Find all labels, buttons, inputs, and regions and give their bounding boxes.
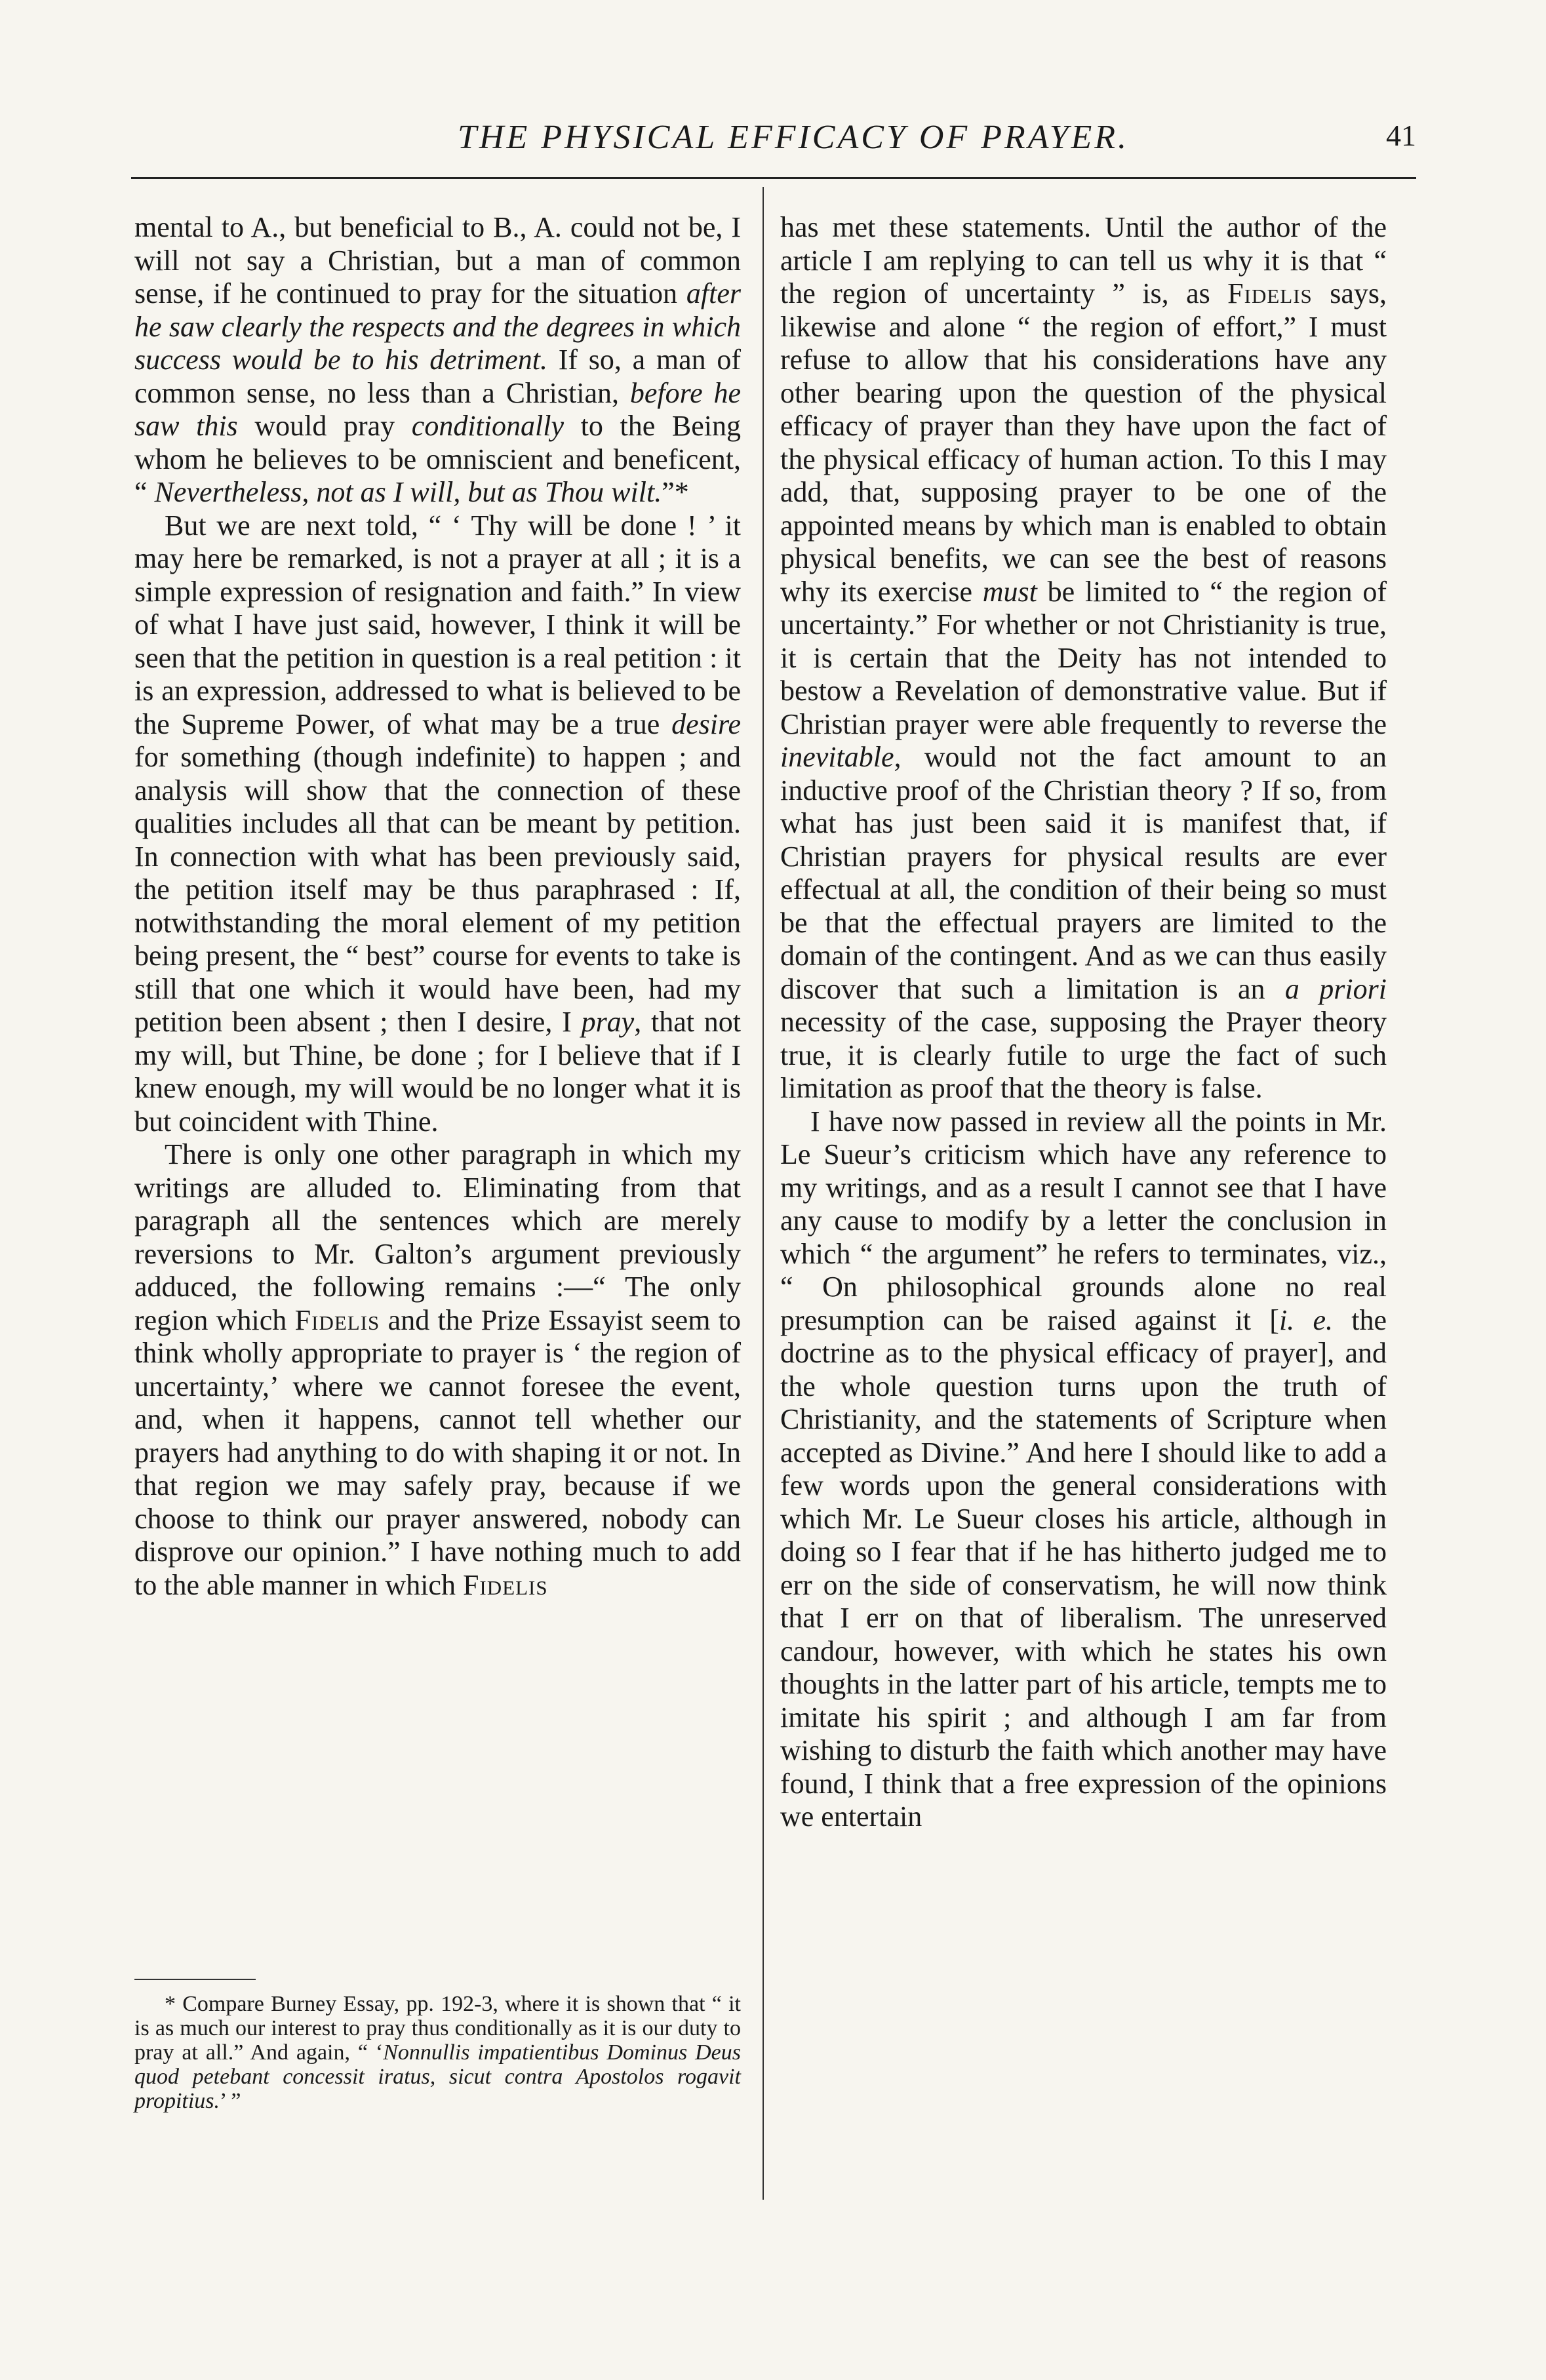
- running-head: THE PHYSICAL EFFICACY OF PRAYER.: [457, 119, 1130, 156]
- right-column: [780, 211, 1387, 1834]
- footnote-rule: [134, 1979, 256, 1980]
- paragraph-thy-will-be-done: But we are next told, “ ‘ Thy will be done ! ’ it may here be remarked, is not a prayer at all ; it is a simple expression of resignation and faith.” In view of what I have just said, however, I think it will be seen that the petition in question is a real petition : it is an expression, addressed to what is believed to be the Supreme Power, of what may be a true desire for something (though indefinite) to happen ; and analysis will show that the connection of these qualities includes all that can be meant by petition. In connection with what has been previously said, the petition itself may be thus paraphrased : If, notwithstanding the moral element of my petition being present, the “ best” course for events to take is still that one which it would have been, had my petition been absent ; then I desire, I pray, that not my will, but Thine, be done ; for I believe that if I knew enough, my will would be no longer what it is but coincident with Thine.: [134, 509, 742, 1138]
- footnote: * Compare Burney Essay, pp. 192-3, where it is shown that “ it is as much our interest to pray thus conditionally as it is our duty to pray at all.” And again, “ ‘Nonnullis impatientibus Dominus Deus quod petebant concessit iratus, sicut contra Apostolos rogavit propitius.’ ”: [134, 1992, 741, 2113]
- left-column: [134, 211, 741, 1602]
- paragraph-has-met-these-statements: has met these statements. Until the author of the article I am replying to can tell us why it is that “ the region of uncertainty ” is, as Fidelis says, likewise and alone “ the region of effort,” I must refuse to allow that his considerations have any other bearing upon the question of the physical efficacy of prayer than they have upon the fact of the physical efficacy of human action. To this I may add, that, supposing prayer to be one of the appointed means by which man is enabled to obtain physical benefits, we can see the best of reasons why its exercise must be limited to “ the region of uncertainty.” For whether or not Christianity is true, it is certain that the Deity has not intended to bestow a Revelation of demonstrative value. But if Christian prayer were able frequently to reverse the inevitable, would not the fact amount to an inductive proof of the Christian theory ? If so, from what has just been said it is manifest that, if Christian prayers for physical results are ever effectual at all, the condition of their being so must be that the effectual prayers are limited to the domain of the contingent. And as we can thus easily discover that such a limitation is an a priori necessity of the case, supposing the Prayer theory true, it is clearly futile to urge the fact of such limitation as proof that the theory is false.: [780, 211, 1387, 1104]
- paragraph-passed-in-review: I have now passed in review all the points in Mr. Le Sueur’s criticism which have any reference to my writings, and as a result I cannot see that I have any cause to modify by a letter the conclusion in which “ the argument” he refers to terminates, viz., “ On philosophical grounds alone no real presumption can be raised against it [i. e. the doctrine as to the physical efficacy of prayer], and the whole question turns upon the truth of Christianity, and the statements of Scripture when accepted as Divine.” And here I should like to add a few words upon the general considerations with which Mr. Le Sueur closes his article, although in doing so I fear that if he has hitherto judged me to err on the side of conservatism, he will now think that I err on that of liberalism. The unreserved candour, however, with which he states his own thoughts in the latter part of his article, tempts me to imitate his spirit ; and although I am far from wishing to disturb the faith which another may have found, I think that a free expression of the opinions we entertain: [780, 1105, 1387, 1833]
- paragraph-only-one-other: There is only one other paragraph in which my writings are alluded to. Eliminating from that paragraph all the sentences which are merely reversions to Mr. Galton’s argument previously adduced, the following remains :—“ The only region which Fidelis and the Prize Essayist seem to think wholly appropriate to prayer is ‘ the region of uncertainty,’ where we cannot foresee the event, and, when it happens, cannot tell whether our prayers had anything to do with shaping it or not. In that region we may safely pray, because if we choose to think our prayer answered, nobody can disprove our opinion.” I have nothing much to add to the able manner in which Fidelis: [134, 1138, 742, 1601]
- footnote-marker: ”*: [662, 476, 689, 508]
- paragraph-mental-to-a: mental to A., but beneficial to B., A. could not be, I will not say a Christian, but a man of common sense, if he continued to pray for the situation after he saw clearly the respects and the degrees in which success would be to his detriment. If so, a man of common sense, no less than a Christian, before he saw this would pray conditionally to the Being whom he believes to be omniscient and beneficent, “ Nevertheless, not as I will, but as Thou wilt.”*: [134, 211, 741, 508]
- column-divider: [763, 187, 764, 2200]
- page-number: 41: [1386, 119, 1416, 152]
- header-rule: [131, 177, 1416, 179]
